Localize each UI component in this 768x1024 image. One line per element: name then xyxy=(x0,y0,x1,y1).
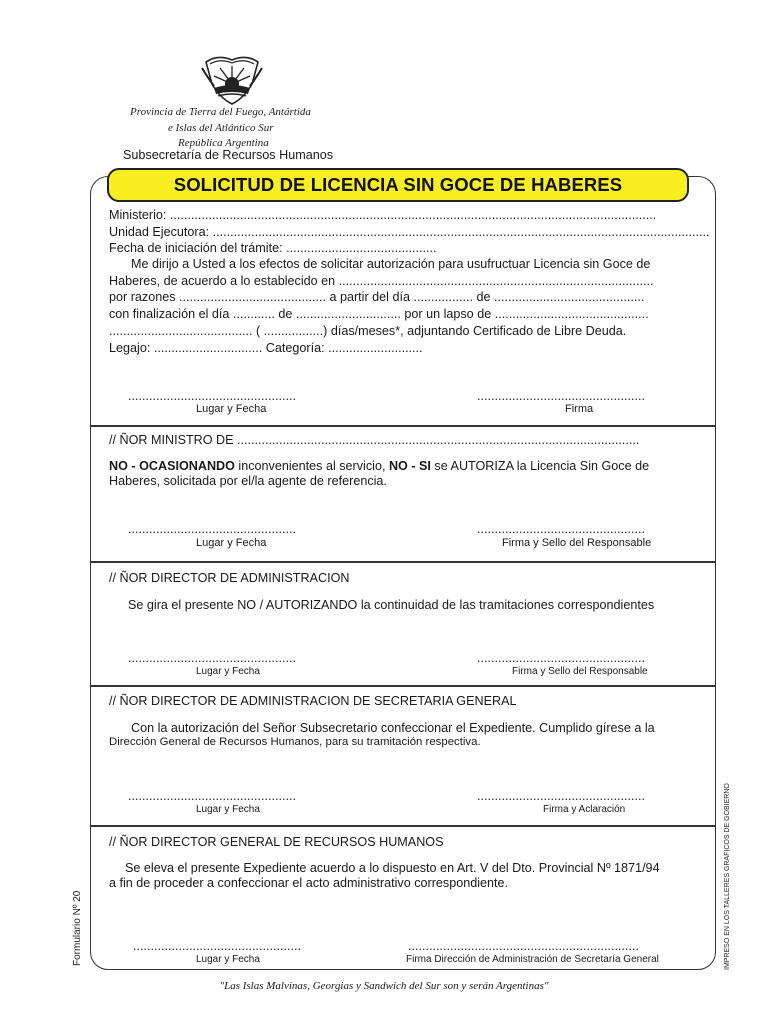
ministro-heading: // ÑOR MINISTRO DE ................................................................................................................... xyxy=(109,433,640,447)
caption-firma-direccion: Firma Dirección de Administración de Secretaría General xyxy=(406,954,659,965)
director-rrhh-line2: a fin de proceder a confeccionar el acto administrativo correspondiente. xyxy=(109,876,509,890)
ministro-text2: se AUTORIZA la Licencia Sin Goce de xyxy=(430,459,650,473)
director-secgral-line2: Dirección General de Recursos Humanos, para su tramitación respectiva. xyxy=(109,736,481,748)
ministro-line2: Haberes, solicitada por el/la agente de referencia. xyxy=(109,474,387,488)
director-secgral-heading: // ÑOR DIRECTOR DE ADMINISTRACION DE SECRETARIA GENERAL xyxy=(109,694,517,708)
section-divider xyxy=(91,825,715,827)
header-province-line3: República Argentina xyxy=(178,137,269,149)
caption-firma-sello: Firma y Sello del Responsable xyxy=(502,537,652,549)
ministro-line1 xyxy=(109,459,649,473)
signature-line-firma-aclaracion[interactable]: ................................................ xyxy=(477,789,645,803)
signature-line-lugar-fecha[interactable]: ................................................ xyxy=(133,939,301,953)
field-ministerio[interactable]: Ministerio: ........................................................................................................................................... xyxy=(109,208,657,222)
form-title: SOLICITUD DE LICENCIA SIN GOCE DE HABERES xyxy=(173,174,623,195)
ministro-text1: inconvenientes al servicio, xyxy=(234,459,389,473)
director-admin-text: Se gira el presente NO / AUTORIZANDO la continuidad de las tramitaciones correspondientes xyxy=(128,598,655,612)
option-no-si[interactable]: NO - SI xyxy=(388,459,431,473)
director-rrhh-heading: // ÑOR DIRECTOR GENERAL DE RECURSOS HUMANOS xyxy=(109,835,444,849)
signature-line-lugar-fecha[interactable]: ................................................ xyxy=(128,651,296,665)
director-secgral-line1: Con la autorización del Señor Subsecretario confeccionar el Expediente. Cumplido gírese a la xyxy=(131,721,655,735)
caption-lugar-fecha: Lugar y Fecha xyxy=(196,666,260,677)
header-province-line2: e Islas del Atlántico Sur xyxy=(168,122,274,134)
signature-line-lugar-fecha[interactable]: ................................................ xyxy=(128,789,296,803)
signature-line-firma-sello[interactable]: ................................................ xyxy=(477,522,645,536)
request-paragraph-line3[interactable]: por razones .......................................... a partir del día ................. de ........................................... xyxy=(109,290,645,304)
header-province-line1: Provincia de Tierra del Fuego, Antártida xyxy=(130,106,311,118)
signature-line-firma-direccion[interactable]: .................................................................. xyxy=(408,939,639,953)
caption-firma-aclaracion: Firma y Aclaración xyxy=(543,804,626,815)
option-no-ocasionando[interactable]: NO - OCASIONANDO xyxy=(109,459,235,473)
field-fecha-inicio[interactable]: Fecha de iniciación del trámite: ........................................... xyxy=(109,241,437,255)
caption-firma-sello: Firma y Sello del Responsable xyxy=(512,666,648,677)
signature-line-firma-sello[interactable]: ................................................ xyxy=(477,651,645,665)
caption-lugar-fecha: Lugar y Fecha xyxy=(196,403,267,415)
signature-line-firma[interactable]: ................................................ xyxy=(477,389,645,403)
section-divider xyxy=(91,561,715,563)
caption-lugar-fecha: Lugar y Fecha xyxy=(196,954,260,965)
provincial-seal-logo xyxy=(200,54,264,106)
signature-line-lugar-fecha[interactable]: ................................................ xyxy=(128,389,296,403)
field-unidad-ejecutora[interactable]: Unidad Ejecutora: .............................................................................................................................................. xyxy=(109,225,710,239)
title-banner xyxy=(107,168,689,202)
caption-lugar-fecha: Lugar y Fecha xyxy=(196,537,267,549)
request-paragraph-line5[interactable]: ......................................... ( .................) días/meses*, adjuntando Certificado de Libre Deuda. xyxy=(109,324,627,338)
signature-line-lugar-fecha[interactable]: ................................................ xyxy=(128,522,296,536)
form-number: Formulario Nº 20 xyxy=(72,890,83,966)
request-legajo-categoria[interactable]: Legajo: ............................... Categoría: ........................... xyxy=(109,341,423,355)
caption-firma: Firma xyxy=(565,403,594,415)
section-divider xyxy=(91,685,715,687)
director-admin-heading: // ÑOR DIRECTOR DE ADMINISTRACION xyxy=(109,571,350,585)
request-paragraph-line2[interactable]: Haberes, de acuerdo a lo establecido en .......................................................................................... xyxy=(109,274,654,288)
request-paragraph-line4[interactable]: con finalización el día ............ de .............................. por un lapso de ............................................ xyxy=(109,307,649,321)
printer-credit: IMPRESO EN LOS TALLERES GRAFICOS DE GOBIERNO xyxy=(724,783,731,970)
request-paragraph-line1: Me dirijo a Usted a los efectos de solicitar autorización para usufructuar Licencia sin Goce de xyxy=(131,257,651,271)
caption-lugar-fecha: Lugar y Fecha xyxy=(196,804,260,815)
footer-malvinas: "Las Islas Malvinas, Georgias y Sandwich del Sur son y serán Argentinas" xyxy=(219,980,549,992)
director-rrhh-line1: Se eleva el presente Expediente acuerdo a lo dispuesto en Art. V del Dto. Provincial Nº 1871/94 xyxy=(125,861,660,875)
header-subsecretaria: Subsecretaría de Recursos Humanos xyxy=(123,148,333,162)
section-divider xyxy=(91,425,715,427)
